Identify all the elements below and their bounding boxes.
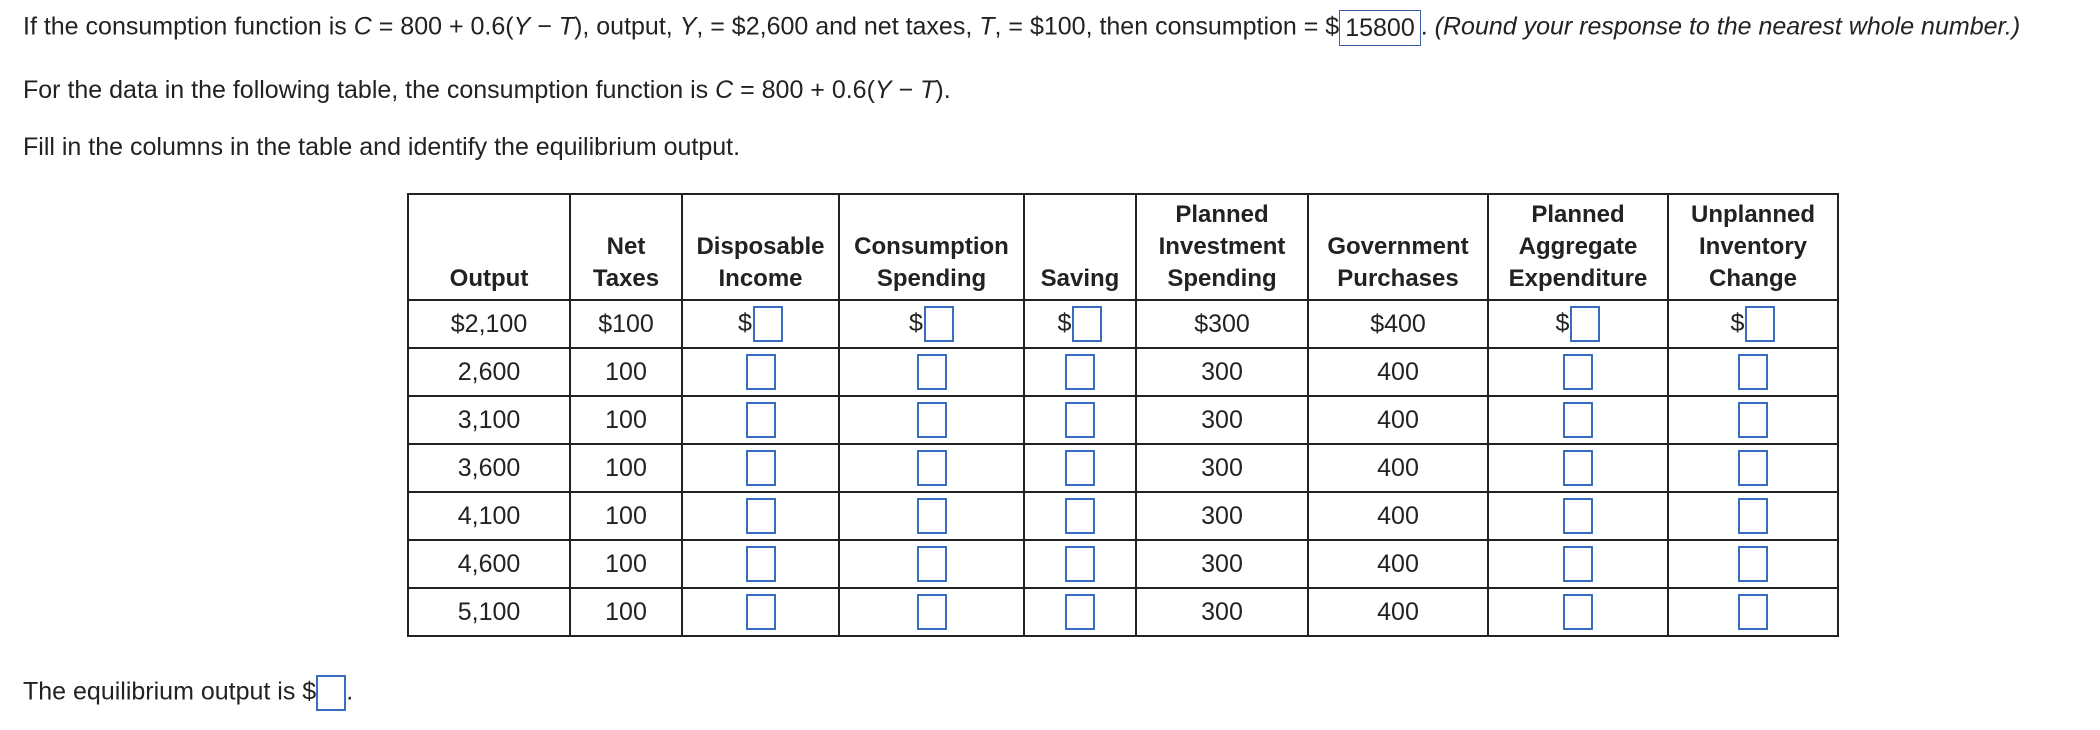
disposable-income-input[interactable]: [746, 546, 776, 582]
government-purchases-cell: 400: [1308, 492, 1488, 540]
saving-input[interactable]: [1065, 594, 1095, 630]
dollar-sign: $: [909, 308, 923, 337]
table-row: [408, 348, 1838, 396]
column-header-line: Change: [1708, 265, 1797, 292]
column-header: [570, 194, 682, 300]
dollar-sign: $: [738, 308, 752, 337]
government-purchases-cell: 400: [1308, 540, 1488, 588]
table-row: [408, 492, 1838, 540]
planned-investment-cell: 300: [1136, 396, 1308, 444]
unplanned-inventory-change-cell: [1668, 396, 1838, 444]
disposable-income-cell: [682, 300, 839, 348]
consumption-spending-cell: [839, 396, 1024, 444]
saving-input[interactable]: [1065, 354, 1095, 390]
expenditure-table: [407, 193, 1839, 637]
question-text: For the data in the following table, the consumption function is: [23, 76, 716, 104]
equilibrium-label: The equilibrium output is $: [23, 677, 317, 706]
eq-var-t: T: [920, 76, 936, 104]
planned-aggregate-expenditure-input[interactable]: [1563, 450, 1593, 486]
saving-cell: [1024, 348, 1136, 396]
saving-input[interactable]: [1065, 498, 1095, 534]
period: .: [346, 677, 354, 706]
equilibrium-output-input[interactable]: [316, 675, 346, 711]
round-note: (Round your response to the nearest whole number.): [1434, 12, 2021, 41]
net-taxes-cell: 100: [570, 444, 682, 492]
consumption-spending-input[interactable]: [917, 546, 947, 582]
question-text: , = $2,600 and net taxes,: [696, 12, 980, 41]
planned-investment-cell: 300: [1136, 588, 1308, 636]
planned-aggregate-expenditure-input[interactable]: [1563, 498, 1593, 534]
column-header-line: Purchases: [1337, 265, 1459, 292]
column-header-line: Taxes: [592, 265, 660, 292]
consumption-spending-cell: [839, 588, 1024, 636]
column-header-line: Planned: [1175, 201, 1269, 228]
consumption-spending-input[interactable]: [917, 450, 947, 486]
planned-aggregate-expenditure-input[interactable]: [1563, 402, 1593, 438]
column-header-line: Spending: [876, 265, 987, 292]
question-text: , = $100, then consumption = $: [994, 12, 1340, 41]
column-header: [1308, 194, 1488, 300]
planned-aggregate-expenditure-input[interactable]: [1563, 546, 1593, 582]
planned-aggregate-expenditure-input[interactable]: [1570, 306, 1600, 342]
government-purchases-cell: 400: [1308, 396, 1488, 444]
disposable-income-cell: [682, 348, 839, 396]
planned-aggregate-expenditure-cell: [1488, 348, 1668, 396]
question-text: If the consumption function is: [23, 12, 354, 41]
consumption-spending-input[interactable]: [917, 354, 947, 390]
saving-cell: [1024, 540, 1136, 588]
output-cell: 5,100: [408, 588, 570, 636]
output-cell: 3,600: [408, 444, 570, 492]
consumption-spending-cell: [839, 300, 1024, 348]
government-purchases-cell: 400: [1308, 348, 1488, 396]
dollar-sign: $: [1730, 308, 1745, 337]
saving-cell: [1024, 492, 1136, 540]
disposable-income-input[interactable]: [746, 402, 776, 438]
eq-minus: −: [891, 76, 921, 104]
disposable-income-input[interactable]: [746, 354, 776, 390]
column-header: [1136, 194, 1308, 300]
eq-text: ).: [935, 76, 951, 104]
dollar-sign: $: [1555, 308, 1570, 337]
unplanned-inventory-change-input[interactable]: [1738, 594, 1768, 630]
planned-aggregate-expenditure-input[interactable]: [1563, 594, 1593, 630]
net-taxes-cell: 100: [570, 348, 682, 396]
consumption-spending-cell: [839, 444, 1024, 492]
column-header-line: Saving: [1040, 265, 1120, 292]
government-purchases-cell: 400: [1308, 444, 1488, 492]
column-header-line: Income: [718, 265, 803, 292]
eq-minus: −: [530, 12, 559, 41]
unplanned-inventory-change-cell: [1668, 348, 1838, 396]
consumption-answer-field[interactable]: 15800: [1339, 10, 1421, 46]
table-row: [408, 588, 1838, 636]
eq-var-c: C: [353, 12, 372, 41]
consumption-spending-input[interactable]: [917, 498, 947, 534]
planned-aggregate-expenditure-cell: [1488, 492, 1668, 540]
planned-aggregate-expenditure-cell: [1488, 300, 1668, 348]
unplanned-inventory-change-input[interactable]: [1738, 498, 1768, 534]
table-row: [408, 300, 1838, 348]
table-body: [408, 300, 1838, 636]
unplanned-inventory-change-input[interactable]: [1738, 402, 1768, 438]
saving-cell: [1024, 300, 1136, 348]
planned-investment-cell: $300: [1136, 300, 1308, 348]
eq-var-y: Y: [874, 76, 892, 104]
saving-cell: [1024, 444, 1136, 492]
saving-input[interactable]: [1065, 450, 1095, 486]
column-header-line: Output: [449, 265, 529, 292]
disposable-income-input[interactable]: [746, 498, 776, 534]
disposable-income-cell: [682, 444, 839, 492]
eq-var-t: T: [558, 12, 575, 41]
question-line-1: [23, 10, 2020, 46]
planned-investment-cell: 300: [1136, 348, 1308, 396]
eq-var-y: Y: [513, 12, 531, 41]
planned-investment-cell: 300: [1136, 444, 1308, 492]
question-text: ), output,: [574, 12, 680, 41]
column-header: [1024, 194, 1136, 300]
question-line-2: [23, 76, 951, 105]
unplanned-inventory-change-input[interactable]: [1738, 354, 1768, 390]
table-row: [408, 444, 1838, 492]
column-header: [1668, 194, 1838, 300]
table-row: [408, 540, 1838, 588]
planned-aggregate-expenditure-cell: [1488, 396, 1668, 444]
consumption-spending-input[interactable]: [924, 306, 954, 342]
net-taxes-cell: $100: [570, 300, 682, 348]
column-header-line: Net: [606, 233, 646, 260]
table-header-row: [408, 194, 1838, 300]
period: .: [1420, 12, 1435, 41]
government-purchases-cell: $400: [1308, 300, 1488, 348]
column-header-line: Expenditure: [1508, 265, 1648, 292]
column-header-line: Consumption: [854, 233, 1009, 260]
eq-text: = 800 + 0.6(: [733, 76, 875, 104]
column-header-line: Inventory: [1698, 233, 1808, 260]
column-header-line: Planned: [1531, 201, 1625, 228]
planned-aggregate-expenditure-cell: [1488, 540, 1668, 588]
disposable-income-input[interactable]: [753, 306, 783, 342]
consumption-spending-cell: [839, 348, 1024, 396]
planned-investment-cell: 300: [1136, 540, 1308, 588]
column-header: [682, 194, 839, 300]
unplanned-inventory-change-input[interactable]: [1738, 450, 1768, 486]
output-cell: 3,100: [408, 396, 570, 444]
eq-text: = 800 + 0.6(: [371, 12, 514, 41]
net-taxes-cell: 100: [570, 588, 682, 636]
equilibrium-line: [23, 675, 353, 711]
disposable-income-input[interactable]: [746, 450, 776, 486]
instruction-text: Fill in the columns in the table and identify the equilibrium output.: [23, 133, 741, 161]
column-header-line: Government: [1327, 233, 1469, 260]
government-purchases-cell: 400: [1308, 588, 1488, 636]
column-header-line: Unplanned: [1691, 201, 1815, 228]
column-header-line: Spending: [1167, 265, 1277, 292]
net-taxes-cell: 100: [570, 492, 682, 540]
var-y: Y: [679, 12, 697, 41]
column-header-line: Investment: [1158, 233, 1286, 260]
consumption-spending-cell: [839, 540, 1024, 588]
planned-aggregate-expenditure-input[interactable]: [1563, 354, 1593, 390]
output-cell: 2,600: [408, 348, 570, 396]
unplanned-inventory-change-cell: [1668, 444, 1838, 492]
output-cell: 4,100: [408, 492, 570, 540]
column-header: [408, 194, 570, 300]
net-taxes-cell: 100: [570, 540, 682, 588]
saving-input[interactable]: [1072, 306, 1102, 342]
saving-input[interactable]: [1065, 402, 1095, 438]
table-row: [408, 396, 1838, 444]
consumption-spending-cell: [839, 492, 1024, 540]
column-header-line: Aggregate: [1518, 233, 1638, 260]
saving-input[interactable]: [1065, 546, 1095, 582]
unplanned-inventory-change-cell: [1668, 588, 1838, 636]
unplanned-inventory-change-cell: [1668, 540, 1838, 588]
saving-cell: [1024, 396, 1136, 444]
unplanned-inventory-change-cell: [1668, 300, 1838, 348]
unplanned-inventory-change-input[interactable]: [1745, 306, 1775, 342]
output-cell: $2,100: [408, 300, 570, 348]
saving-cell: [1024, 588, 1136, 636]
consumption-spending-input[interactable]: [917, 402, 947, 438]
consumption-spending-input[interactable]: [917, 594, 947, 630]
column-header: [839, 194, 1024, 300]
unplanned-inventory-change-input[interactable]: [1738, 546, 1768, 582]
disposable-income-cell: [682, 492, 839, 540]
column-header: [1488, 194, 1668, 300]
net-taxes-cell: 100: [570, 396, 682, 444]
column-header-line: Disposable: [696, 233, 825, 260]
var-t: T: [979, 12, 995, 41]
planned-investment-cell: 300: [1136, 492, 1308, 540]
eq-var-c: C: [715, 76, 734, 104]
unplanned-inventory-change-cell: [1668, 492, 1838, 540]
output-cell: 4,600: [408, 540, 570, 588]
dollar-sign: $: [1057, 308, 1072, 337]
planned-aggregate-expenditure-cell: [1488, 588, 1668, 636]
disposable-income-cell: [682, 588, 839, 636]
disposable-income-cell: [682, 396, 839, 444]
planned-aggregate-expenditure-cell: [1488, 444, 1668, 492]
disposable-income-input[interactable]: [746, 594, 776, 630]
disposable-income-cell: [682, 540, 839, 588]
